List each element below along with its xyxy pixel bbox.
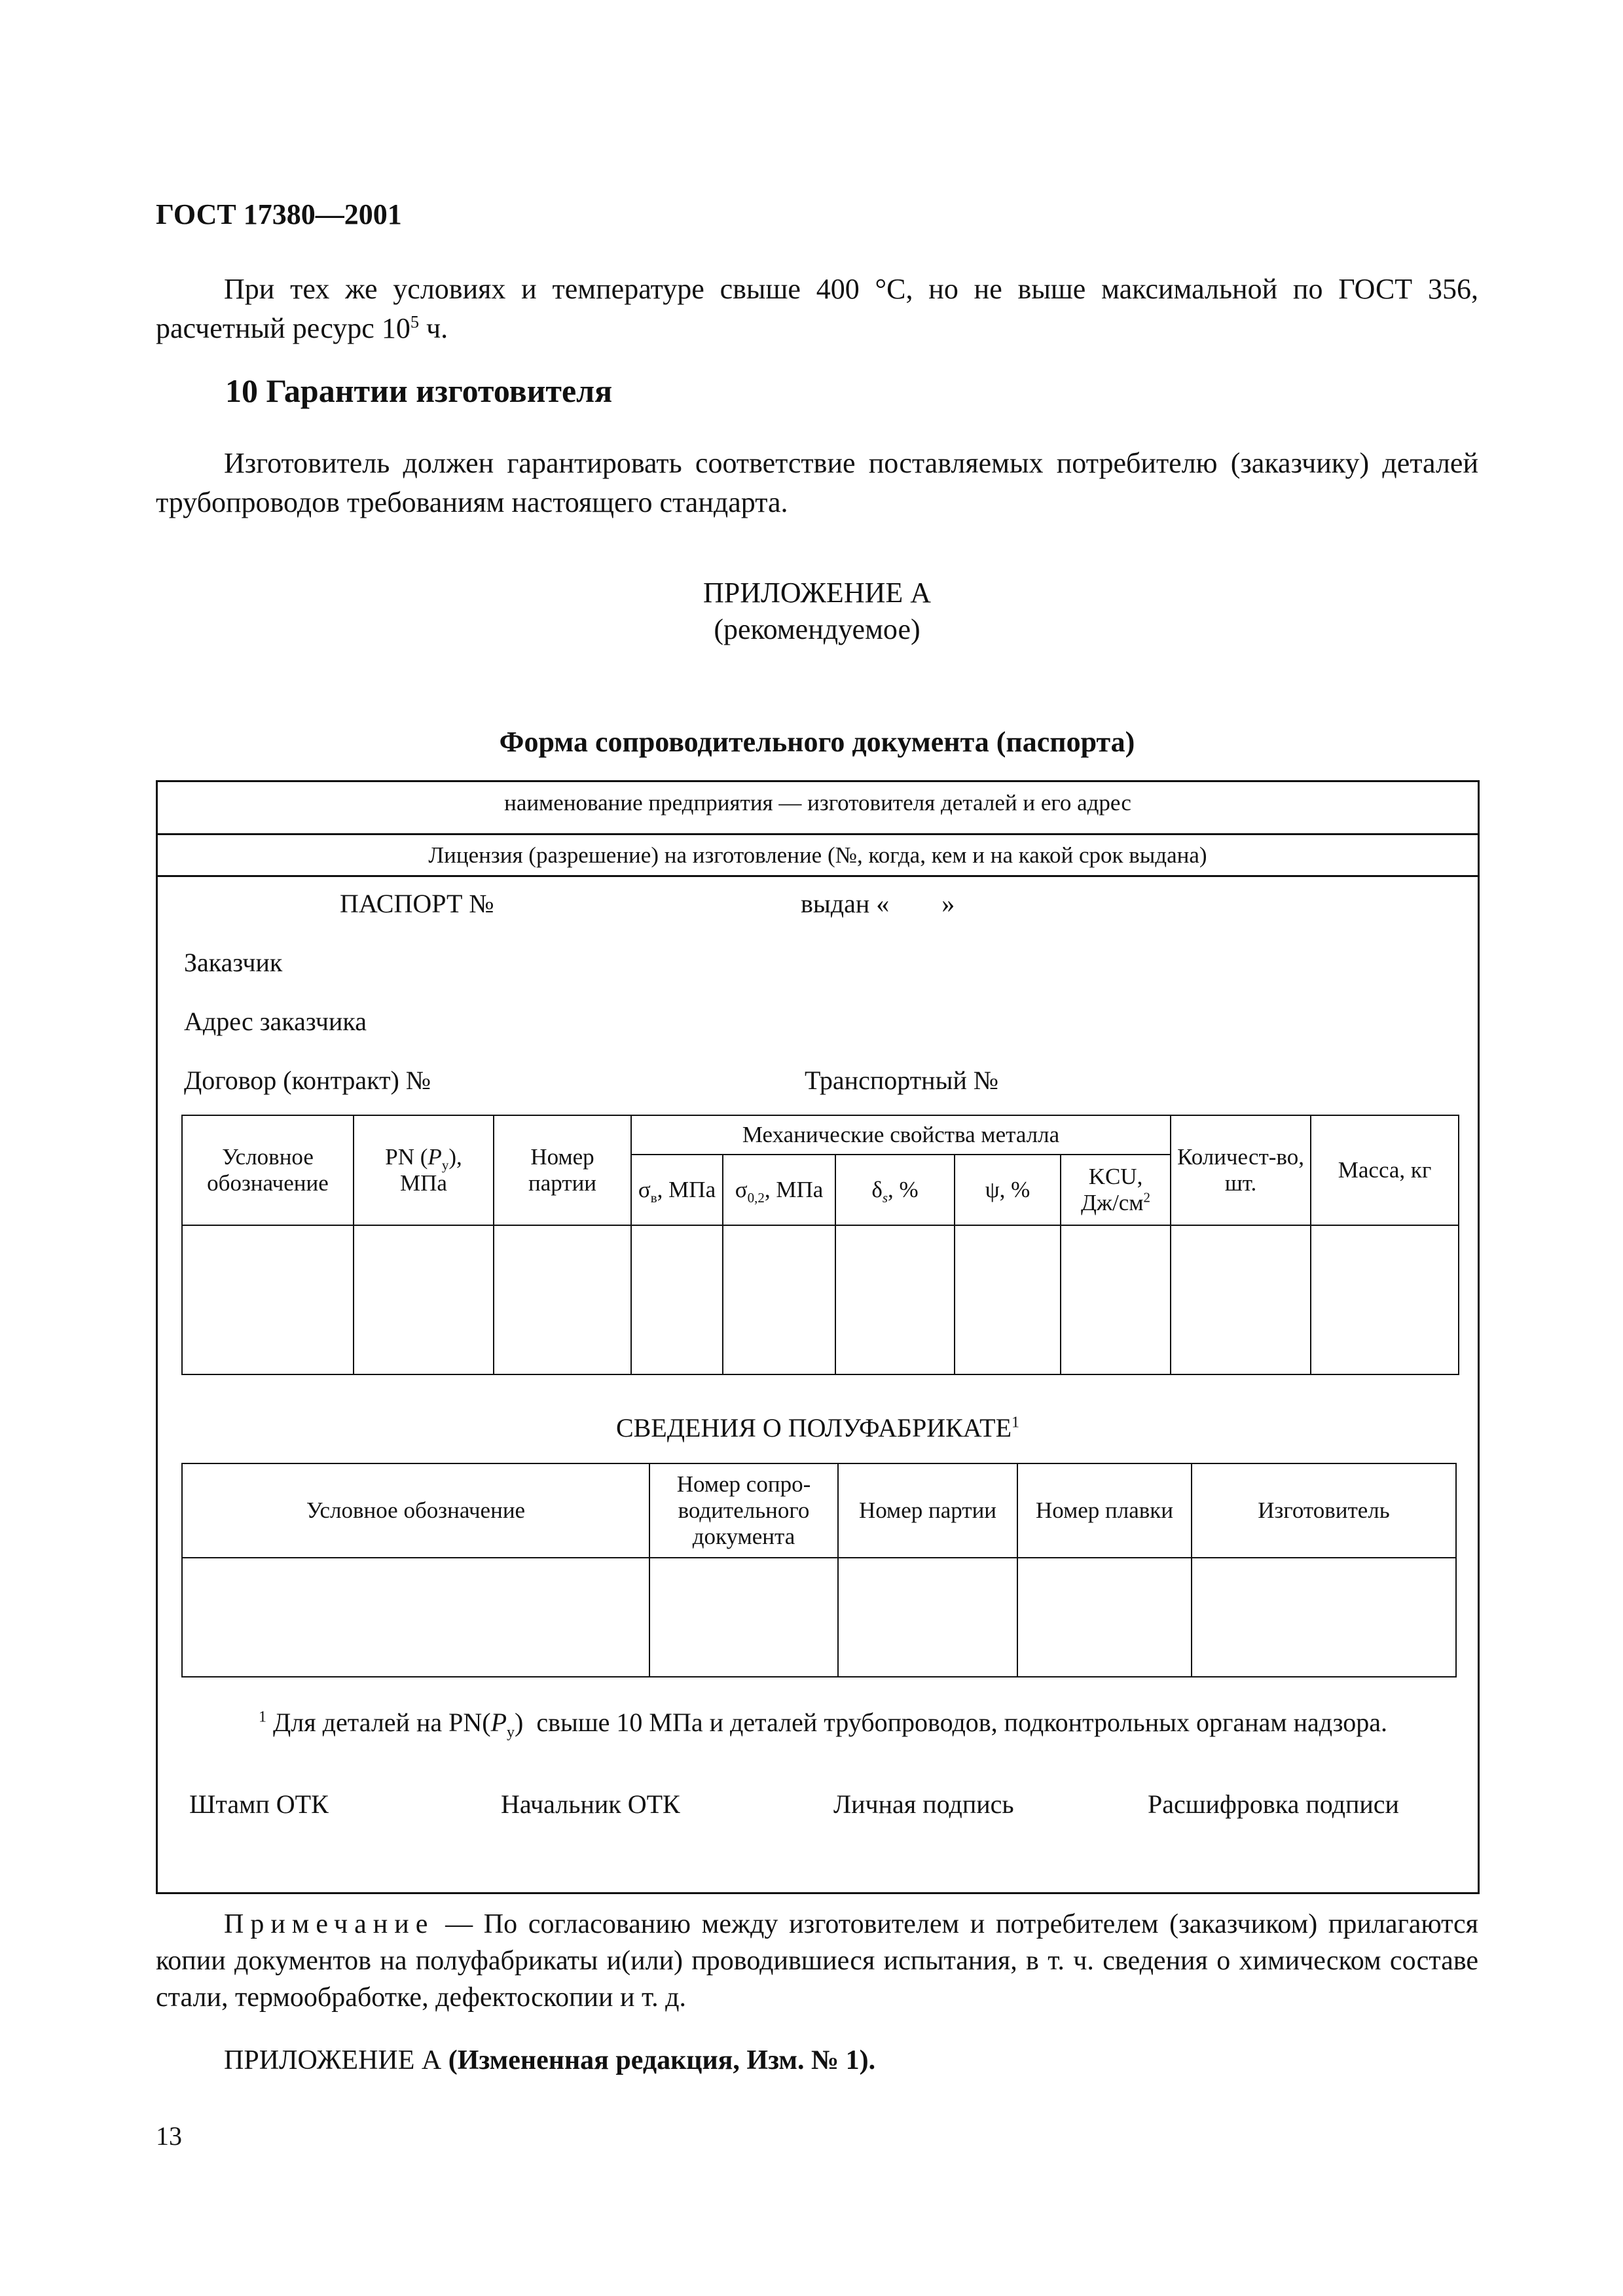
page-number: 13 bbox=[156, 2121, 182, 2151]
col-header-sigma-02: $\sigma_{0,2}$, МПа bbox=[723, 1155, 835, 1225]
signature-personal-label: Личная подпись bbox=[833, 1789, 1014, 1819]
appendix-edit-note: ПРИЛОЖЕНИЕ А (Измененная редакция, Изм. № 1). bbox=[224, 2045, 876, 2075]
col-header-document-number: Номер сопро-водительного документа bbox=[649, 1463, 838, 1558]
table-row bbox=[182, 1558, 1456, 1677]
col-header-mass: Масса, кг bbox=[1311, 1115, 1459, 1225]
table-row bbox=[182, 1225, 1459, 1374]
col-header-pn: PN $(P_y)$, МПа bbox=[354, 1115, 494, 1225]
section-title: 10 Гарантии изготовителя bbox=[225, 372, 613, 409]
note-paragraph: Примечание — По согласованию между изготовителем и потребителем (заказчиком) прилагаются копии документов на полуфабрикаты и(или) проводившиеся испытания, в т. ч. сведения о химическом составе стали, термообработке, дефектоскопии и т. д. bbox=[156, 1909, 1478, 2013]
transport-label: Транспортный № bbox=[805, 1066, 999, 1095]
signature-decoding-label: Расшифровка подписи bbox=[1148, 1789, 1399, 1819]
signature-stamp-label: Штамп ОТК bbox=[189, 1789, 329, 1819]
passport-form bbox=[156, 780, 1480, 1894]
intro-paragraph: При тех же условиях и температуре свыше 400 °C, но не выше максимальной по ГОСТ 356, расчетный ресурс $10^5$ ч. bbox=[156, 273, 1478, 344]
footnote: $^1$ Для деталей на $PN(P_y)$ свыше 10 МПа и деталей трубопроводов, подконтрольных органам надзора. bbox=[259, 1708, 1387, 1741]
section-paragraph: Изготовитель должен гарантировать соответствие поставляемых потребителю (заказчику) деталей трубопроводов требованиям настоящего стандарта. bbox=[156, 447, 1478, 518]
mechanical-properties-table bbox=[181, 1115, 1459, 1375]
divider bbox=[158, 833, 1478, 835]
form-title: Форма сопроводительного документа (паспорта) bbox=[499, 726, 1135, 758]
passport-number-label: ПАСПОРТ № bbox=[340, 889, 494, 918]
col-header-quantity: Количест-во, шт. bbox=[1171, 1115, 1311, 1225]
contract-label: Договор (контракт) № bbox=[184, 1066, 431, 1095]
col-header-mechanical-group: Механические свойства металла bbox=[631, 1115, 1171, 1155]
customer-label: Заказчик bbox=[184, 948, 283, 977]
issued-date-label: выдан « » bbox=[801, 889, 955, 918]
enterprise-line: наименование предприятия — изготовителя деталей и его адрес bbox=[504, 790, 1131, 816]
customer-address-label: Адрес заказчика bbox=[184, 1007, 367, 1036]
semi-product-table bbox=[181, 1463, 1457, 1677]
col-header-psi: ψ, % bbox=[955, 1155, 1061, 1225]
col-header-designation: Условное обозначение bbox=[182, 1463, 649, 1558]
col-header-designation: Условное обозначение bbox=[182, 1115, 354, 1225]
divider bbox=[158, 875, 1478, 877]
document-code: ГОСТ 17380—2001 bbox=[156, 198, 402, 230]
col-header-manufacturer: Изготовитель bbox=[1192, 1463, 1456, 1558]
col-header-batch: Номер партии bbox=[838, 1463, 1017, 1558]
appendix-title: ПРИЛОЖЕНИЕ А bbox=[702, 577, 932, 609]
signature-chief-label: Начальник ОТК bbox=[501, 1789, 680, 1819]
appendix-heading bbox=[156, 575, 1478, 648]
col-header-sigma-b: $\sigma_в$, МПа bbox=[631, 1155, 723, 1225]
col-header-batch: Номер партии bbox=[494, 1115, 631, 1225]
col-header-melt: Номер плавки bbox=[1017, 1463, 1192, 1558]
appendix-subtitle: (рекомендуемое) bbox=[714, 613, 921, 645]
col-header-kcu: KCU, $Дж/см^2$ bbox=[1061, 1155, 1171, 1225]
semi-product-title: СВЕДЕНИЯ О ПОЛУФАБРИКАТЕ$^1$ bbox=[615, 1413, 1020, 1443]
license-line: Лицензия (разрешение) на изготовление (№, когда, кем и на какой срок выдана) bbox=[428, 842, 1207, 868]
col-header-delta: $\delta_s$, % bbox=[835, 1155, 955, 1225]
